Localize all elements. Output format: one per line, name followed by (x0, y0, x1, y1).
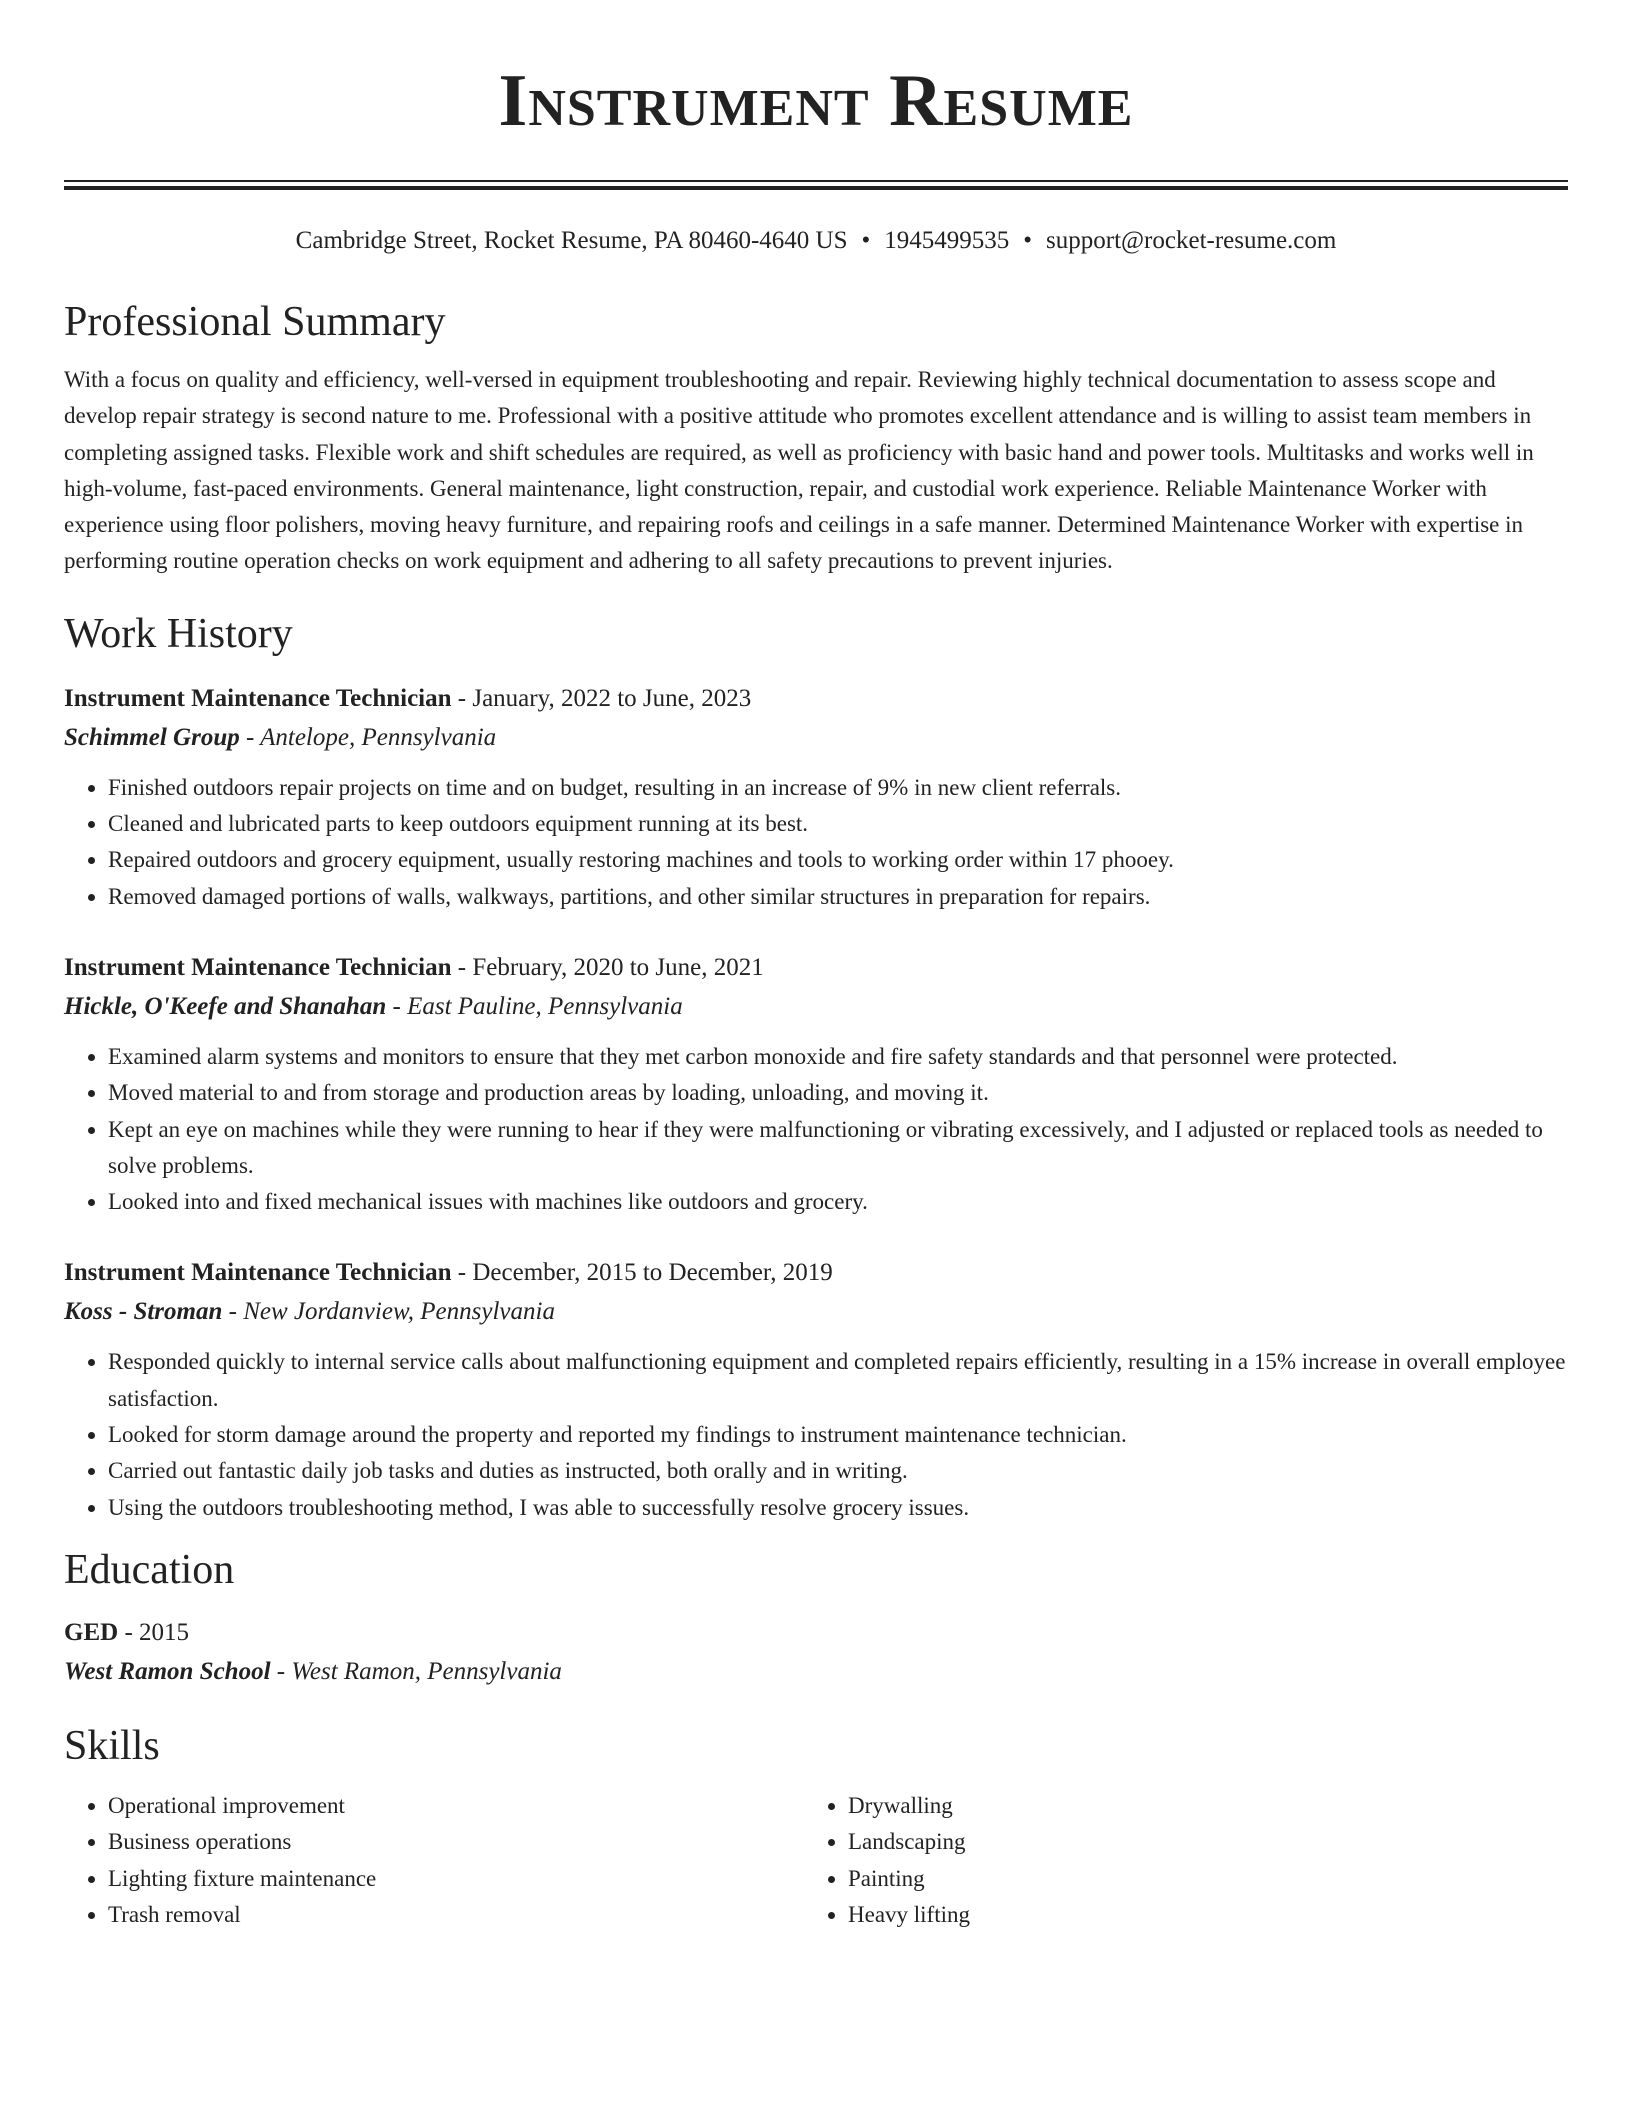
job-role: Instrument Maintenance Technician (64, 953, 452, 981)
job-bullet: • Repaired outdoors and grocery equipment, usually restoring machines and tools to working order within 17 phooey. (108, 842, 1568, 878)
skills-column-right (804, 1788, 1544, 1933)
contact-address: Cambridge Street, Rocket Resume, PA 80460-4640 US (295, 227, 848, 254)
skills-grid (64, 1788, 1568, 1933)
skills-column-left (64, 1788, 804, 1933)
job-title-line (64, 680, 1568, 718)
job-entry (64, 1254, 1568, 1525)
job-title-line (64, 1254, 1568, 1292)
job-location: - East Pauline, Pennsylvania (386, 992, 683, 1020)
job-company: Schimmel Group (64, 723, 240, 751)
header-divider (64, 180, 1568, 190)
work-history-heading: Work History (64, 610, 293, 657)
summary-heading: Professional Summary (64, 299, 446, 345)
job-bullets (64, 1039, 1568, 1220)
contact-phone: 1945499535 (884, 227, 1010, 254)
job-company: Koss - Stroman (64, 1298, 223, 1326)
skill-item: • Lighting fixture maintenance (108, 1861, 804, 1897)
job-bullets (64, 1344, 1568, 1525)
education-degree-line (64, 1614, 1568, 1652)
education-school: West Ramon School (64, 1657, 271, 1685)
job-bullet: • Using the outdoors troubleshooting method, I was able to successfully resolve grocery issues. (108, 1490, 1568, 1526)
education-degree: GED (64, 1618, 119, 1646)
education-heading: Education (64, 1546, 235, 1593)
job-bullet: • Looked into and fixed mechanical issues with machines like outdoors and grocery. (108, 1184, 1568, 1220)
skill-item: • Business operations (108, 1824, 804, 1860)
job-bullet: • Finished outdoors repair projects on time and on budget, resulting in an increase of 9% in new client referrals. (108, 770, 1568, 806)
job-company-line (64, 1292, 1568, 1332)
contact-email: support@rocket-resume.com (1046, 227, 1337, 254)
summary-text: With a focus on quality and efficiency, well-versed in equipment troubleshooting and repair. Reviewing highly technical documentation to assess scope and develop repair strategy is second nature to me. Professional with a positive attitude who promotes excellent attendance and is willing to assist team members in completing assigned tasks. Flexible work and shift schedules are required, as well as proficiency with basic hand and power tools. Multitasks and works well in high-volume, fast-paced environments. General maintenance, light construction, repair, and custodial work experience. Reliable Maintenance Worker with experience using floor polishers, moving heavy furniture, and repairing roofs and ceilings in a safe manner. Determined Maintenance Worker with expertise in performing routine operation checks on work equipment and adhering to all safety precautions to prevent injuries. (64, 367, 1534, 574)
job-dates: - January, 2022 to June, 2023 (451, 684, 752, 712)
education-location: - West Ramon, Pennsylvania (270, 1657, 562, 1685)
job-entry (64, 949, 1568, 1220)
contact-separator: • (1023, 227, 1033, 254)
job-bullets (64, 770, 1568, 915)
job-bullet: • Examined alarm systems and monitors to ensure that they met carbon monoxide and fire safety standards and that personnel were protected. (108, 1039, 1568, 1075)
contact-line (64, 224, 1568, 258)
job-entry (64, 680, 1568, 915)
job-bullet: • Cleaned and lubricated parts to keep outdoors equipment running at its best. (108, 806, 1568, 842)
skills-heading: Skills (64, 1722, 160, 1769)
job-title-line (64, 949, 1568, 987)
job-bullet: • Kept an eye on machines while they were running to hear if they were malfunctioning or vibrating excessively, and I adjusted or replaced tools as needed to solve problems. (108, 1112, 1568, 1185)
job-role: Instrument Maintenance Technician (64, 684, 452, 712)
job-bullet: • Responded quickly to internal service calls about malfunctioning equipment and completed repairs efficiently, resulting in a 15% increase in overall employee satisfaction. (108, 1344, 1568, 1417)
job-bullet: • Moved material to and from storage and production areas by loading, unloading, and moving it. (108, 1075, 1568, 1111)
education-year: - 2015 (118, 1618, 190, 1646)
job-role: Instrument Maintenance Technician (64, 1259, 452, 1287)
job-company-line (64, 718, 1568, 758)
job-bullet: • Carried out fantastic daily job tasks and duties as instructed, both orally and in writing. (108, 1453, 1568, 1489)
job-company-line (64, 987, 1568, 1027)
skill-item: • Trash removal (108, 1897, 804, 1933)
job-dates: - December, 2015 to December, 2019 (451, 1259, 833, 1287)
skill-item: • Drywalling (848, 1788, 1544, 1824)
education-entry (64, 1614, 1568, 1692)
job-bullet: • Removed damaged portions of walls, walkways, partitions, and other similar structures in preparation for repairs. (108, 879, 1568, 915)
job-location: - New Jordanview, Pennsylvania (222, 1298, 555, 1326)
education-school-line (64, 1652, 1568, 1692)
job-bullet: • Looked for storm damage around the property and reported my findings to instrument maintenance technician. (108, 1417, 1568, 1453)
job-dates: - February, 2020 to June, 2021 (451, 953, 764, 981)
skill-item: • Operational improvement (108, 1788, 804, 1824)
job-company: Hickle, O'Keefe and Shanahan (64, 992, 387, 1020)
job-location: - Antelope, Pennsylvania (239, 723, 497, 751)
resume-name: Instrument Resume (498, 60, 1134, 142)
skill-item: • Landscaping (848, 1824, 1544, 1860)
skill-item: • Painting (848, 1861, 1544, 1897)
contact-separator: • (861, 227, 871, 254)
skill-item: • Heavy lifting (848, 1897, 1544, 1933)
